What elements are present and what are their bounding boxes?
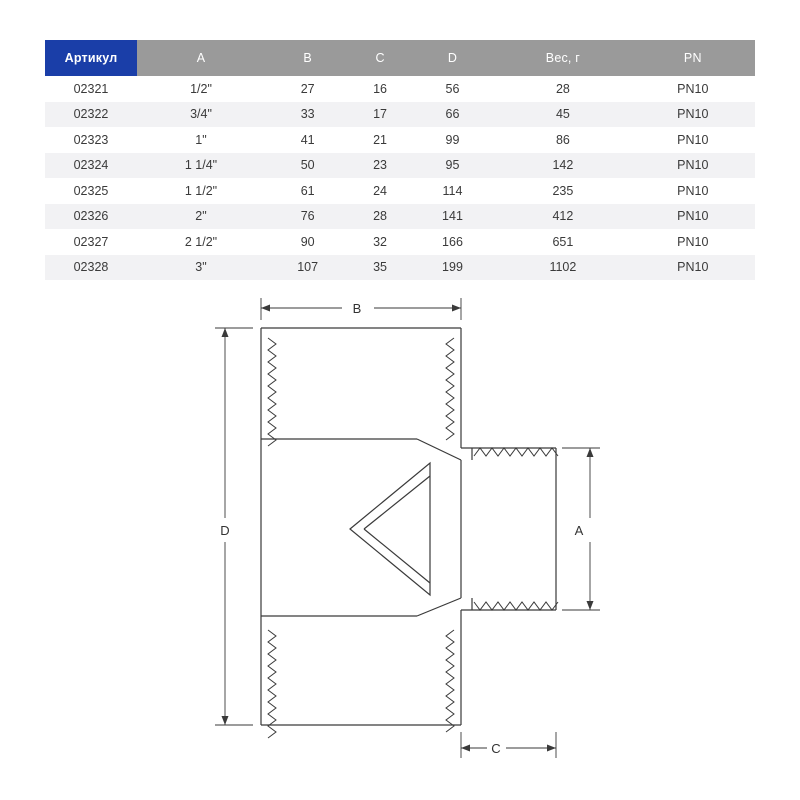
- cell-a: 1 1/2": [137, 178, 265, 204]
- cell-a: 2": [137, 204, 265, 230]
- cell-pn: PN10: [631, 127, 755, 153]
- cell-weight: 86: [495, 127, 630, 153]
- dimension-label-d: D: [220, 523, 230, 538]
- table-row: [45, 153, 755, 179]
- cell-article: 02328: [45, 255, 137, 281]
- thread-hatch-branch-top: [474, 448, 558, 456]
- column-header-c: C: [350, 40, 409, 76]
- cell-weight: 142: [495, 153, 630, 179]
- cell-b: 50: [265, 153, 350, 179]
- cell-article: 02327: [45, 229, 137, 255]
- cell-c: 21: [350, 127, 409, 153]
- cell-a: 2 1/2": [137, 229, 265, 255]
- cell-a: 1/2": [137, 76, 265, 102]
- branch-outlet-outline: [461, 448, 556, 610]
- cell-c: 16: [350, 76, 409, 102]
- cell-d: 95: [410, 153, 495, 179]
- cell-b: 76: [265, 204, 350, 230]
- column-header-a: A: [137, 40, 265, 76]
- table-body: [45, 76, 755, 280]
- cell-article: 02321: [45, 76, 137, 102]
- column-header-b: B: [265, 40, 350, 76]
- cell-b: 107: [265, 255, 350, 281]
- cell-b: 41: [265, 127, 350, 153]
- specification-table: [45, 40, 755, 280]
- cell-pn: PN10: [631, 102, 755, 128]
- cell-weight: 651: [495, 229, 630, 255]
- column-header-pn: PN: [631, 40, 755, 76]
- cell-c: 28: [350, 204, 409, 230]
- cell-weight: 28: [495, 76, 630, 102]
- column-header-d: D: [410, 40, 495, 76]
- cell-b: 61: [265, 178, 350, 204]
- cell-d: 114: [410, 178, 495, 204]
- cell-a: 3/4": [137, 102, 265, 128]
- table-header: [45, 40, 755, 76]
- cell-d: 166: [410, 229, 495, 255]
- cell-pn: PN10: [631, 255, 755, 281]
- column-header-weight: Вес, г: [495, 40, 630, 76]
- table-row: [45, 102, 755, 128]
- dimension-label-b: B: [352, 301, 362, 316]
- cell-c: 35: [350, 255, 409, 281]
- cell-c: 24: [350, 178, 409, 204]
- table-row: [45, 255, 755, 281]
- cell-pn: PN10: [631, 178, 755, 204]
- cell-c: 23: [350, 153, 409, 179]
- cell-weight: 1102: [495, 255, 630, 281]
- table-row: [45, 76, 755, 102]
- cell-d: 56: [410, 76, 495, 102]
- table-row: [45, 178, 755, 204]
- cell-pn: PN10: [631, 229, 755, 255]
- cell-weight: 235: [495, 178, 630, 204]
- tee-fitting-drawing: [0, 280, 800, 790]
- cell-b: 90: [265, 229, 350, 255]
- dimension-label-c: C: [491, 741, 501, 756]
- cell-b: 27: [265, 76, 350, 102]
- cell-d: 199: [410, 255, 495, 281]
- cell-d: 141: [410, 204, 495, 230]
- specification-table-container: [45, 40, 755, 280]
- cell-a: 1": [137, 127, 265, 153]
- cell-c: 17: [350, 102, 409, 128]
- column-header-article: Артикул: [45, 40, 137, 76]
- table-header-row: [45, 40, 755, 76]
- dimension-c: [461, 732, 556, 758]
- cell-weight: 412: [495, 204, 630, 230]
- cell-a: 1 1/4": [137, 153, 265, 179]
- cell-pn: PN10: [631, 153, 755, 179]
- table-row: [45, 204, 755, 230]
- cell-article: 02323: [45, 127, 137, 153]
- cell-a: 3": [137, 255, 265, 281]
- dimension-label-a: A: [574, 523, 584, 538]
- cell-c: 32: [350, 229, 409, 255]
- thread-hatch-branch-bottom: [474, 602, 558, 610]
- cell-d: 66: [410, 102, 495, 128]
- main-body-outline: [261, 328, 461, 725]
- table-row: [45, 229, 755, 255]
- cell-article: 02326: [45, 204, 137, 230]
- thread-hatch-bottom-left: [268, 630, 276, 738]
- cell-b: 33: [265, 102, 350, 128]
- cell-d: 99: [410, 127, 495, 153]
- main-body-inner-lines: [261, 439, 417, 616]
- technical-drawing: [0, 280, 800, 790]
- thread-hatch-bottom-right: [446, 630, 454, 732]
- cell-article: 02322: [45, 102, 137, 128]
- table-row: [45, 127, 755, 153]
- cell-article: 02325: [45, 178, 137, 204]
- cell-pn: PN10: [631, 76, 755, 102]
- internal-cone: [350, 463, 430, 595]
- cell-pn: PN10: [631, 204, 755, 230]
- thread-hatch-top-left: [268, 338, 276, 446]
- cell-article: 02324: [45, 153, 137, 179]
- thread-hatch-top-right: [446, 338, 454, 440]
- cell-weight: 45: [495, 102, 630, 128]
